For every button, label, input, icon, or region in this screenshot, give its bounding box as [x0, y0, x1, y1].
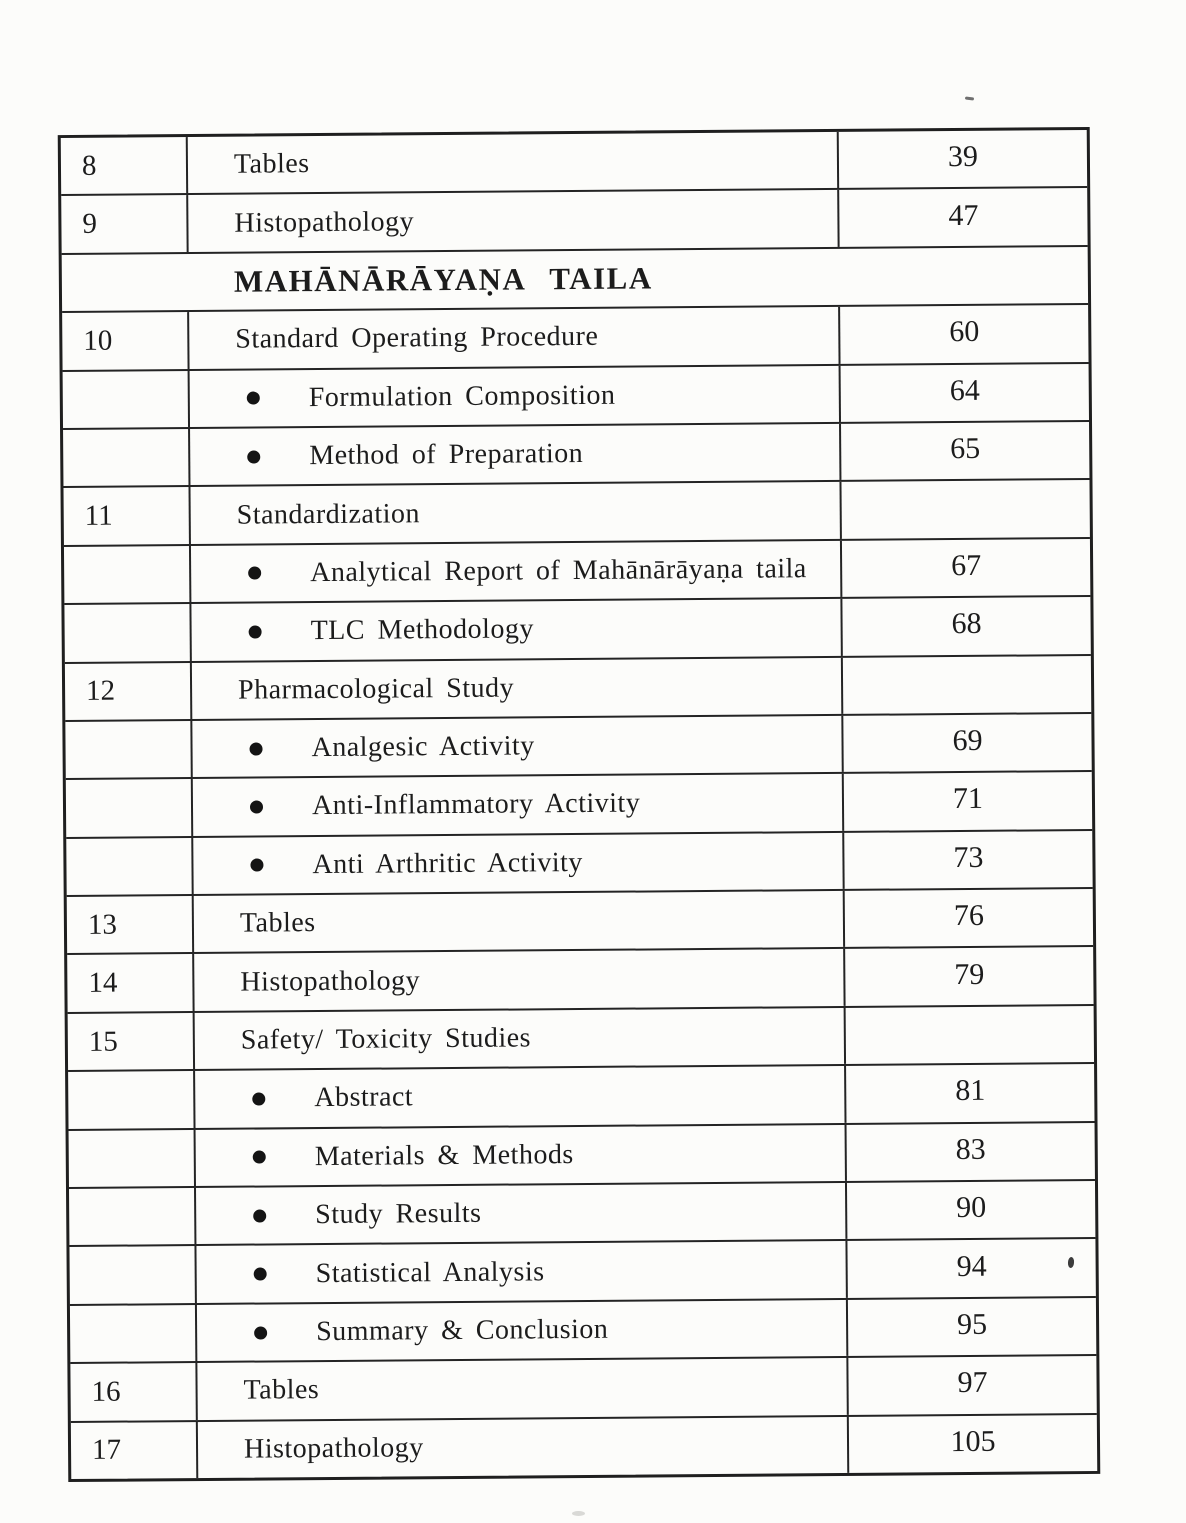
- bullet-icon: [253, 1209, 266, 1222]
- table-row: [65, 655, 1091, 721]
- row-title-cell: [189, 307, 840, 369]
- row-title: Anti Arthritic Activity: [312, 846, 583, 880]
- section-header-row: [62, 247, 1088, 313]
- row-page-cell: 60: [949, 315, 980, 349]
- row-number-cell: [63, 429, 190, 486]
- row-title: Abstract: [314, 1081, 414, 1114]
- bullet-icon: [254, 1326, 267, 1339]
- row-title: Standardization: [236, 497, 421, 531]
- table-row: [69, 1239, 1095, 1305]
- table-row: [71, 1415, 1097, 1479]
- bullet-icon: [250, 742, 263, 755]
- row-title: Summary & Conclusion: [316, 1313, 609, 1348]
- row-number-cell: 10: [62, 312, 189, 369]
- row-title: Anti-Inflammatory Activity: [311, 788, 641, 822]
- bullet-icon: [249, 625, 262, 638]
- row-page-cell: 39: [947, 140, 979, 174]
- bullet-icon: [247, 392, 260, 405]
- row-title: Analytical Report of Mahānārāyaṇa taila: [310, 553, 807, 589]
- table-row: [70, 1356, 1096, 1422]
- row-page-cell: 73: [953, 840, 984, 874]
- row-number-cell: 13: [67, 896, 194, 953]
- row-number-cell: [70, 1305, 197, 1362]
- table-row: [68, 1006, 1094, 1072]
- row-number-cell: [69, 1188, 196, 1245]
- bullet-icon: [250, 859, 263, 872]
- bullet-icon: [247, 450, 260, 463]
- row-title: Tables: [233, 148, 310, 180]
- section-title: MAHĀNĀRĀYAṆA TAILA: [233, 260, 653, 299]
- row-title: Tables: [243, 1374, 320, 1407]
- table-row: [61, 188, 1087, 254]
- bullet-icon: [254, 1268, 267, 1281]
- row-title-cell: [192, 716, 843, 778]
- table-row: [65, 714, 1091, 780]
- table-row: [64, 480, 1090, 546]
- row-page-cell: 71: [952, 782, 984, 816]
- row-page-cell: 94: [956, 1249, 987, 1283]
- row-title-cell: [192, 657, 843, 719]
- row-page-cell: 69: [952, 723, 983, 758]
- row-title: Analgesic Activity: [311, 730, 535, 764]
- row-title: Method of Preparation: [309, 438, 584, 472]
- row-page-cell: 79: [954, 957, 985, 991]
- row-title-cell: [194, 891, 845, 953]
- row-title-cell: [195, 1066, 846, 1128]
- row-title-cell: [193, 833, 844, 895]
- row-title-cell: [194, 949, 845, 1011]
- row-number-cell: 15: [68, 1013, 195, 1070]
- row-title: Study Results: [315, 1197, 482, 1231]
- table-row: [64, 539, 1090, 605]
- row-title: Histopathology: [243, 1432, 424, 1465]
- table-row: [66, 831, 1092, 897]
- row-page-cell: 90: [956, 1191, 987, 1225]
- row-title: Statistical Analysis: [315, 1255, 545, 1289]
- row-page-cell: 47: [948, 198, 979, 232]
- table-row: [64, 597, 1090, 663]
- row-number-cell: 16: [70, 1363, 197, 1420]
- row-title: Pharmacological Study: [237, 672, 515, 706]
- table-row: [70, 1298, 1096, 1364]
- row-page-cell: 65: [950, 431, 981, 466]
- row-number-cell: 9: [61, 195, 188, 252]
- table-row: [67, 947, 1093, 1013]
- row-number-cell: 17: [71, 1422, 198, 1479]
- row-page-cell: 83: [955, 1132, 986, 1166]
- table-row: [61, 130, 1087, 196]
- bullet-icon: [248, 567, 261, 580]
- row-page-cell: [841, 480, 1089, 538]
- row-title: Formulation Composition: [308, 379, 616, 413]
- table-row: [66, 772, 1092, 838]
- row-page-cell: 67: [951, 548, 982, 582]
- row-page-cell: 64: [949, 373, 980, 407]
- row-page-cell: 68: [951, 607, 982, 641]
- row-number-cell: [66, 779, 193, 836]
- row-title-cell: [191, 541, 842, 603]
- row-page-cell: [846, 1006, 1094, 1064]
- row-title: Standard Operating Procedure: [235, 321, 599, 356]
- table-row: [63, 364, 1089, 430]
- table-row: [69, 1181, 1095, 1247]
- row-title-cell: [197, 1300, 848, 1362]
- row-title-cell: [193, 774, 844, 836]
- row-title: Histopathology: [240, 964, 421, 998]
- row-title-cell: [188, 132, 839, 194]
- row-number-cell: 8: [61, 137, 188, 194]
- row-title-cell: [196, 1125, 847, 1187]
- row-title-cell: [190, 424, 841, 486]
- row-number-cell: [69, 1246, 196, 1303]
- row-title: Tables: [239, 907, 316, 939]
- row-page-cell: 105: [950, 1424, 996, 1458]
- scan-artifact-bottom: [572, 1511, 585, 1516]
- row-page-cell: 76: [953, 899, 985, 933]
- table-row: [68, 1064, 1094, 1130]
- row-number-cell: [63, 371, 190, 428]
- row-title-cell: [198, 1416, 849, 1478]
- table-row: [69, 1123, 1095, 1189]
- row-page-cell: 81: [955, 1074, 986, 1108]
- row-page-cell: 95: [956, 1307, 988, 1342]
- row-number-cell: 12: [65, 663, 192, 720]
- table-row: [63, 422, 1089, 488]
- bullet-icon: [253, 1151, 266, 1164]
- row-title-cell: [191, 599, 842, 661]
- row-title-cell: [190, 365, 841, 427]
- row-number-cell: 14: [67, 954, 194, 1011]
- row-number-cell: 11: [64, 487, 191, 544]
- row-number-cell: [64, 546, 191, 603]
- table-row: [62, 305, 1088, 371]
- scan-artifact-dash: [965, 96, 974, 100]
- row-page-cell: 97: [957, 1366, 988, 1400]
- row-number-cell: [68, 1071, 195, 1128]
- row-number-cell: [64, 604, 191, 661]
- row-title: Safety/ Toxicity Studies: [240, 1022, 532, 1056]
- row-title-cell: [196, 1183, 847, 1245]
- row-title: TLC Methodology: [310, 613, 535, 647]
- row-number-cell: [69, 1130, 196, 1187]
- table-row: [67, 889, 1093, 955]
- row-title: Histopathology: [234, 205, 415, 239]
- row-number-cell: [66, 838, 193, 895]
- row-title-cell: [196, 1241, 847, 1303]
- row-title-cell: [197, 1358, 848, 1420]
- row-title-cell: [188, 190, 839, 252]
- row-title-cell: [195, 1008, 846, 1070]
- row-title: Materials & Methods: [314, 1138, 574, 1172]
- bullet-icon: [252, 1092, 265, 1105]
- row-number-cell: [65, 721, 192, 778]
- toc-table: [58, 127, 1101, 1482]
- row-title-cell: [190, 482, 841, 544]
- bullet-icon: [250, 800, 263, 813]
- row-page-cell: [843, 655, 1091, 713]
